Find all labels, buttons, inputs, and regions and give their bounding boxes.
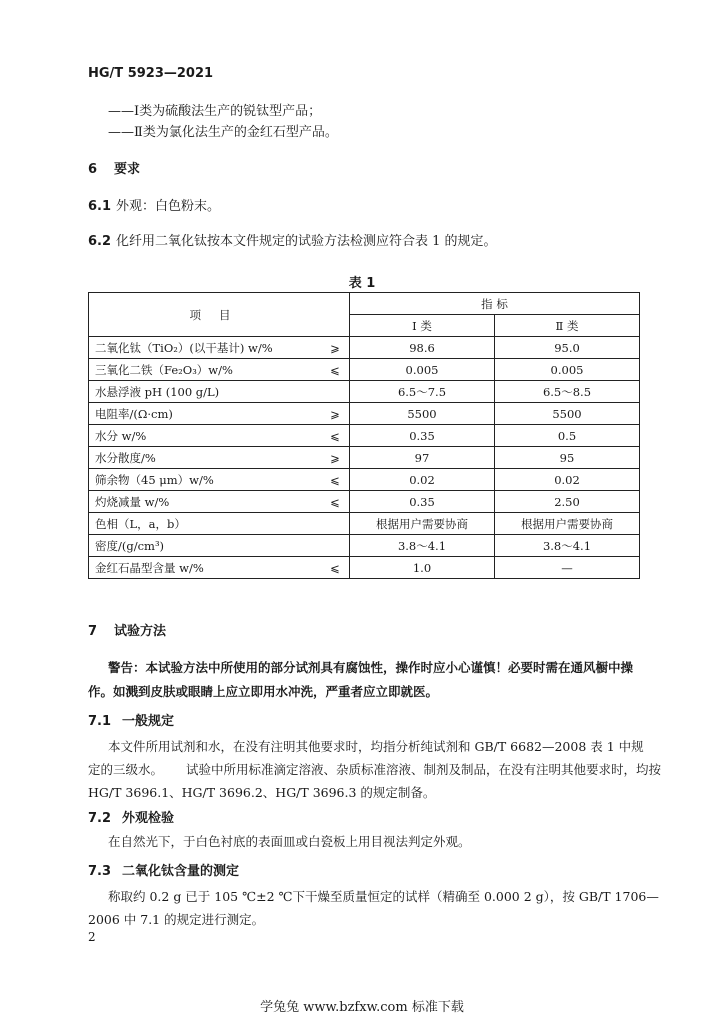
table-row (89, 535, 640, 557)
table-row (89, 469, 640, 491)
row-item: 筛余物（45 μm）w/% (89, 469, 322, 491)
row-class-2-value: — (495, 557, 640, 579)
row-class-2-value: 95 (495, 447, 640, 469)
table-1-title: 表 1 (348, 276, 376, 291)
clause-6-2-text: 化纤用二氧化钛按本文件规定的试验方法检测应符合表 1 的规定。 (116, 234, 497, 249)
clause-7-3-number: 7.3 (88, 864, 112, 879)
clause-6-1-text: 外观：白色粉末。 (116, 199, 221, 214)
clause-7-2-title: 外观检验 (122, 811, 175, 826)
table-row (89, 447, 640, 469)
row-item: 金红石晶型含量 w/% (89, 557, 322, 579)
row-operator: ⩽ (321, 469, 350, 491)
warning-line-2: 作。如溅到皮肤或眼睛上应立即用水冲洗，严重者应立即就医。 (88, 684, 439, 699)
row-operator: ⩽ (321, 557, 350, 579)
row-class-1-value: 5500 (350, 403, 495, 425)
clause-6-2-number: 6.2 (88, 234, 112, 249)
clause-7-3-title: 二氧化钛含量的测定 (122, 864, 240, 879)
row-class-1-value: 97 (350, 447, 495, 469)
clause-6-1-number: 6.1 (88, 199, 112, 214)
row-class-2-value: 2.50 (495, 491, 640, 513)
row-operator: ⩾ (321, 447, 350, 469)
row-item: 二氧化钛（TiO₂）(以干基计) w/% (89, 337, 322, 359)
section-6-title: 要求 (114, 162, 141, 177)
row-class-2-value: 95.0 (495, 337, 640, 359)
row-class-2-value: 0.02 (495, 469, 640, 491)
row-class-1-value: 3.8～4.1 (350, 535, 495, 557)
type-note-1: ——Ⅰ类为硫酸法生产的锐钛型产品； (108, 104, 322, 119)
row-operator: ⩽ (321, 425, 350, 447)
row-item: 密度/(g/cm³) (89, 535, 322, 557)
row-class-2-value: 根据用户需要协商 (495, 513, 640, 535)
row-operator: ⩾ (321, 403, 350, 425)
row-operator: ⩾ (321, 337, 350, 359)
table-row (89, 557, 640, 579)
table-row (89, 337, 640, 359)
table-row (89, 491, 640, 513)
row-item: 灼烧减量 w/% (89, 491, 322, 513)
clause-7-3-line-2: 2006 中 7.1 的规定进行测定。 (88, 912, 265, 927)
type-note-2: ——Ⅱ类为氯化法生产的金红石型产品。 (108, 125, 338, 140)
header-index: 指 标 (350, 293, 640, 315)
clause-7-3-line-1: 称取约 0.2 g 已于 105 ℃±2 ℃下干燥至质量恒定的试样（精确至 0.000 2 g），按 GB/T 1706— (108, 889, 659, 904)
warning-line-1: 警告：本试验方法中所使用的部分试剂具有腐蚀性，操作时应小心谨慎！必要时需在通风橱中操 (108, 660, 634, 675)
row-class-1-value: 0.35 (350, 425, 495, 447)
row-operator (321, 381, 350, 403)
row-class-1-value: 6.5～7.5 (350, 381, 495, 403)
clause-7-1-heading (88, 710, 174, 729)
section-6-number: 6 (88, 162, 98, 177)
table-header-row (89, 293, 640, 315)
clause-7-2-heading (88, 807, 174, 826)
row-class-1-value: 根据用户需要协商 (350, 513, 495, 535)
requirements-table (88, 292, 640, 579)
clause-7-2-line-1: 在自然光下，于白色衬底的表面皿或白瓷板上用目视法判定外观。 (108, 834, 471, 849)
row-item: 水分散度/% (89, 447, 322, 469)
table-row (89, 359, 640, 381)
row-class-1-value: 0.35 (350, 491, 495, 513)
section-7-title: 试验方法 (114, 624, 167, 639)
row-class-2-value: 0.005 (495, 359, 640, 381)
clause-7-1-number: 7.1 (88, 714, 112, 729)
section-7-number: 7 (88, 624, 98, 639)
clause-7-3-heading (88, 860, 239, 879)
table-row (89, 403, 640, 425)
clause-7-1-line-3: 试验中所用标准滴定溶液、杂质标准溶液、制剂及制品，在没有注明其他要求时，均按 (186, 762, 662, 777)
row-class-1-value: 1.0 (350, 557, 495, 579)
row-item: 三氧化二铁（Fe₂O₃）w/% (89, 359, 322, 381)
clause-7-2-number: 7.2 (88, 811, 112, 826)
row-class-2-value: 3.8～4.1 (495, 535, 640, 557)
clause-6-2 (88, 230, 497, 249)
row-item: 水悬浮液 pH (100 g/L) (89, 381, 322, 403)
table-row (89, 381, 640, 403)
table-row (89, 513, 640, 535)
clause-7-1-title: 一般规定 (122, 714, 175, 729)
row-class-2-value: 6.5～8.5 (495, 381, 640, 403)
row-operator: ⩽ (321, 359, 350, 381)
section-7-heading (88, 620, 166, 639)
row-class-2-value: 0.5 (495, 425, 640, 447)
section-6-heading (88, 158, 140, 177)
row-item: 电阻率/(Ω·cm) (89, 403, 322, 425)
row-class-1-value: 98.6 (350, 337, 495, 359)
footer-watermark: 学兔兔 www.bzfxw.com 标准下载 (260, 1000, 464, 1015)
header-class-1: Ⅰ 类 (350, 315, 495, 337)
header-class-2: Ⅱ 类 (495, 315, 640, 337)
clause-6-1 (88, 195, 220, 214)
row-class-1-value: 0.005 (350, 359, 495, 381)
clause-7-1-line-2: 定的三级水。 (88, 762, 164, 777)
row-class-2-value: 5500 (495, 403, 640, 425)
table-row (89, 425, 640, 447)
page-number: 2 (88, 930, 96, 944)
row-operator (321, 513, 350, 535)
row-item: 水分 w/% (89, 425, 322, 447)
row-item: 色相（L，a，b） (89, 513, 322, 535)
header-item: 项目 (89, 293, 350, 337)
clause-7-1-line-4: HG/T 3696.1、HG/T 3696.2、HG/T 3696.3 的规定制备。 (88, 785, 436, 800)
row-operator: ⩽ (321, 491, 350, 513)
clause-7-1-line-1: 本文件所用试剂和水，在没有注明其他要求时，均指分析纯试剂和 GB/T 6682—2008 表 1 中规 (108, 739, 644, 754)
row-operator (321, 535, 350, 557)
standard-number: HG/T 5923—2021 (88, 66, 214, 81)
row-class-1-value: 0.02 (350, 469, 495, 491)
